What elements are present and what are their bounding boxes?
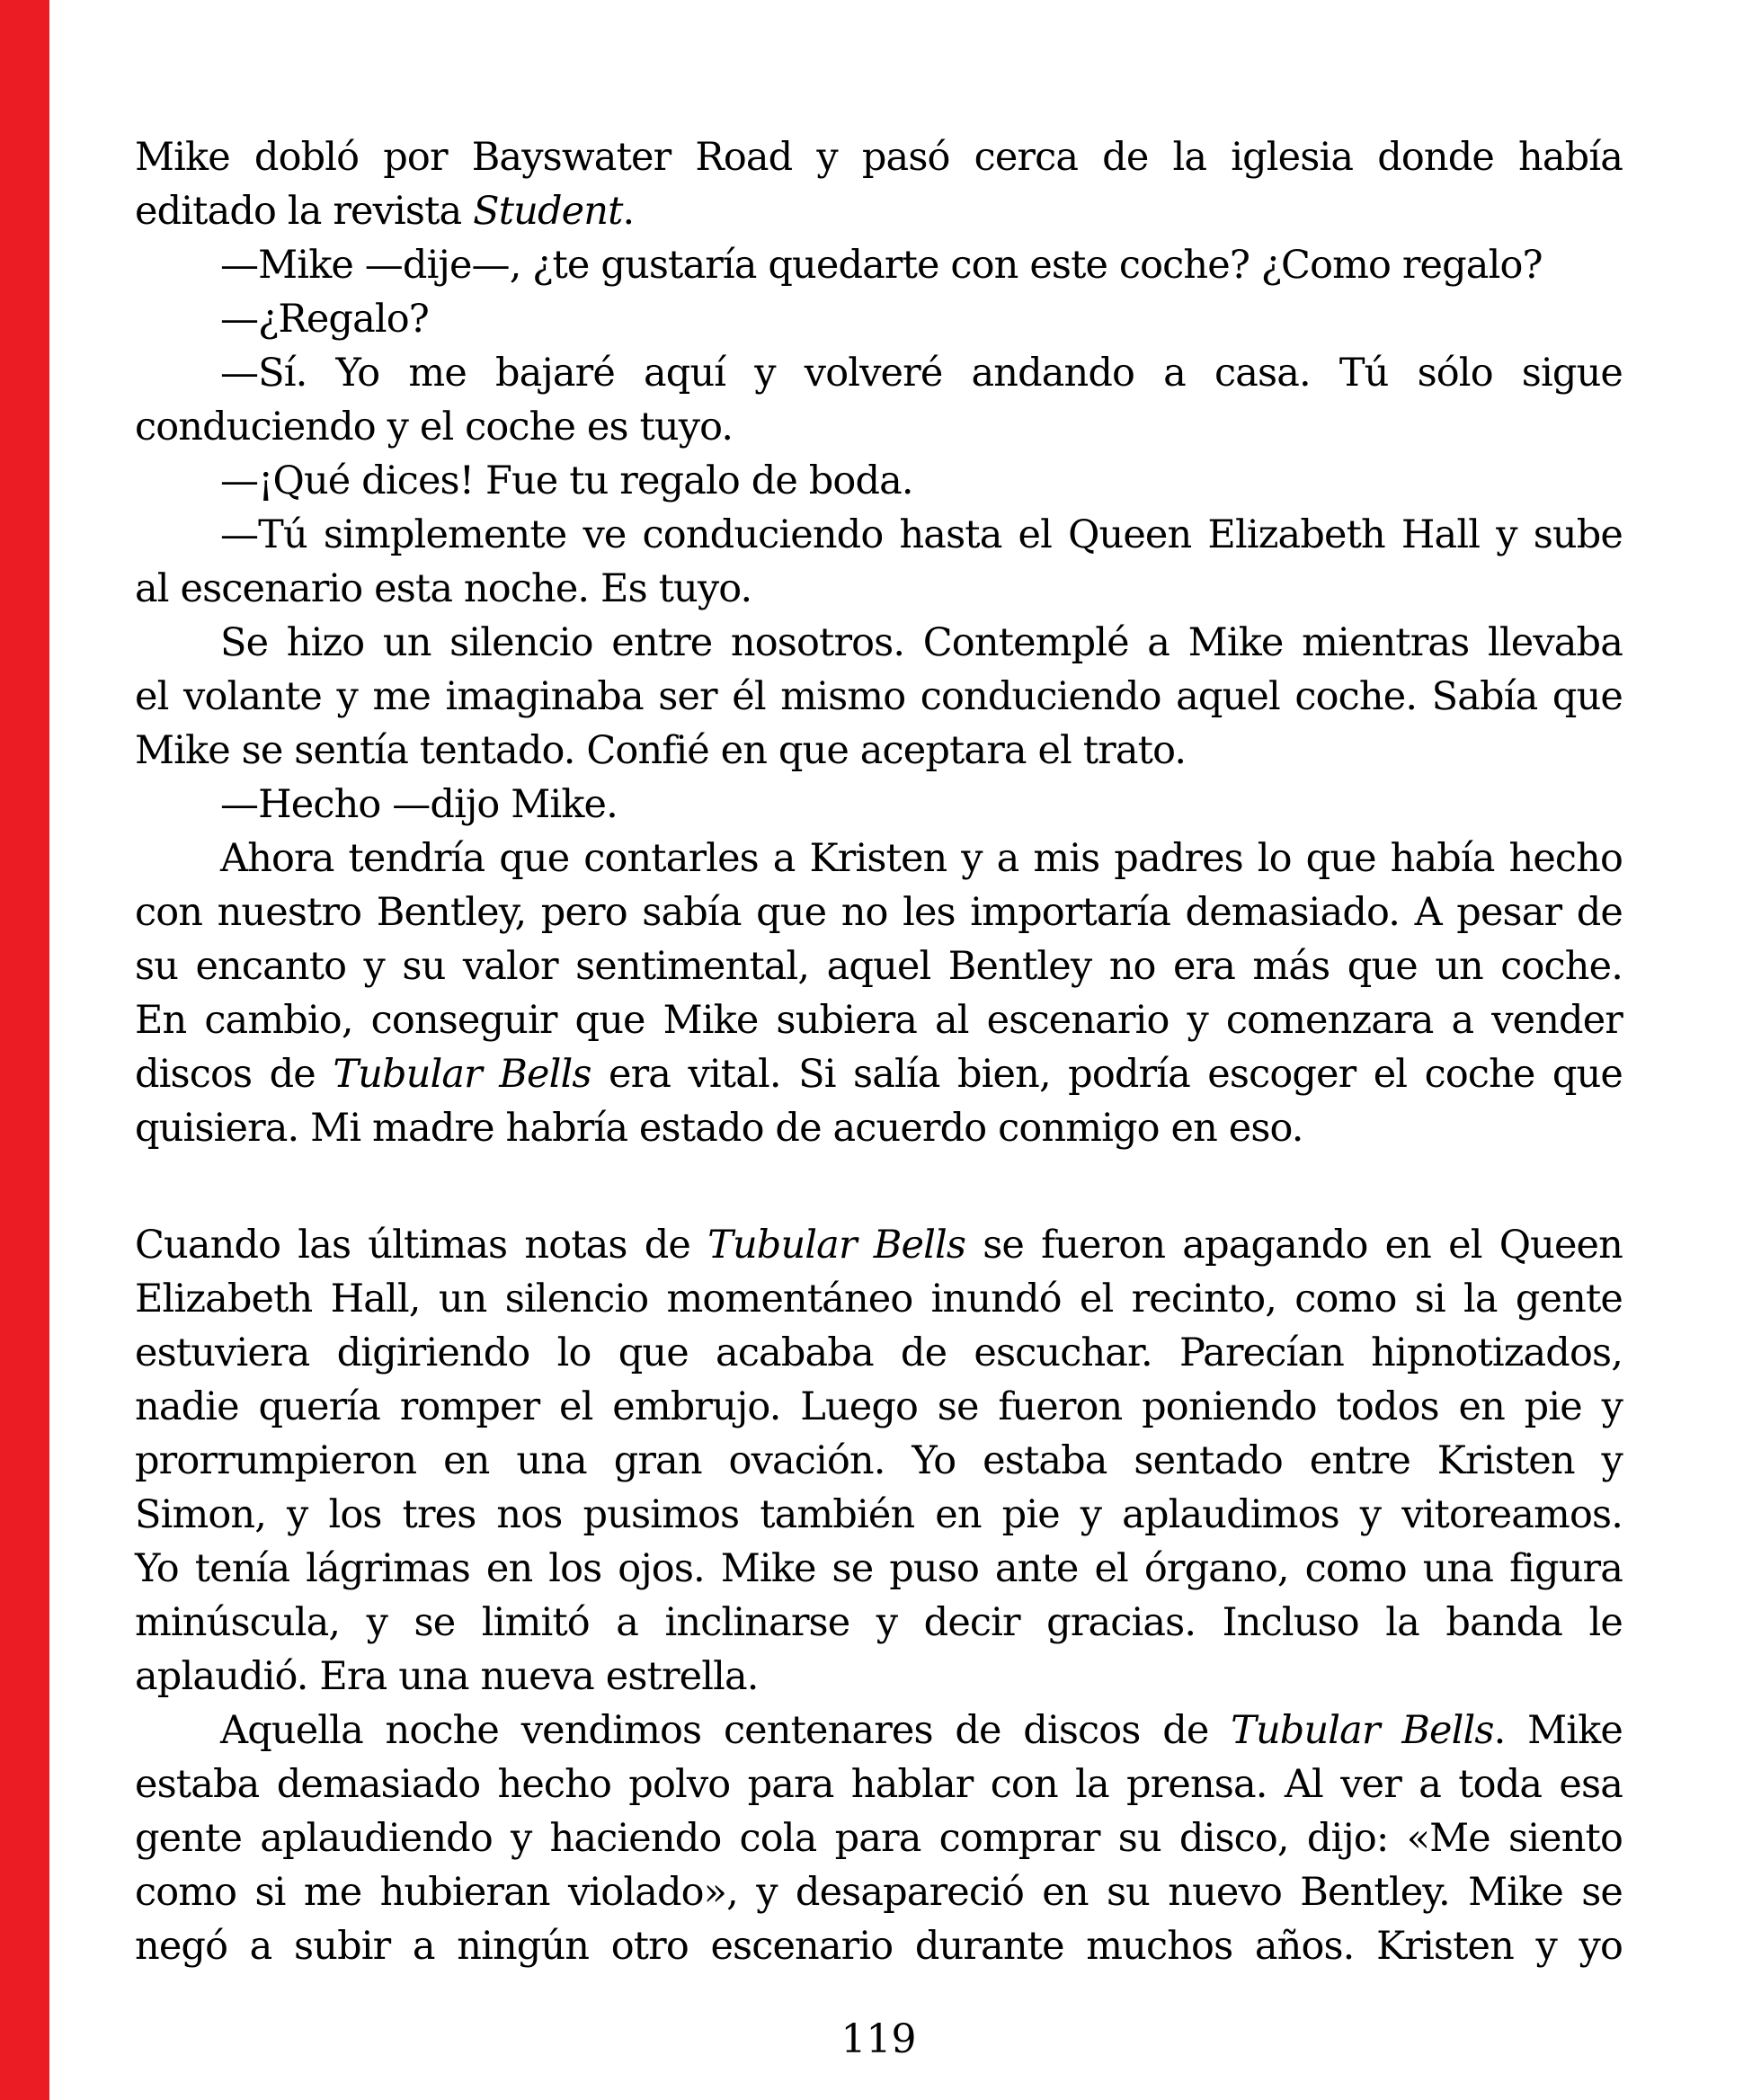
text-segment: Cuando las últimas notas de xyxy=(135,1223,708,1268)
text-segment: discos de xyxy=(135,1052,334,1097)
text-line xyxy=(135,1596,1623,1650)
text-segment: —¿Regalo? xyxy=(220,297,429,342)
text-segment: prorrumpieron en una gran ovación. Yo estaba sentado entre Kristen y xyxy=(135,1438,1623,1483)
page-text xyxy=(135,130,1623,1973)
text-line xyxy=(135,1865,1623,1919)
text-line xyxy=(135,1434,1623,1488)
text-line xyxy=(135,1272,1623,1326)
text-line xyxy=(135,400,1623,454)
text-segment: Yo tenía lágrimas en los ojos. Mike se puso ante el órgano, como una figura xyxy=(135,1546,1623,1591)
paragraph xyxy=(135,616,1623,778)
page-number: 119 xyxy=(840,2016,917,2062)
text-line xyxy=(135,832,1623,885)
text-segment: —Mike —dije—, ¿te gustaría quedarte con este coche? ¿Como regalo? xyxy=(220,243,1543,288)
paragraph xyxy=(135,346,1623,454)
text-line xyxy=(135,778,1623,832)
paragraph xyxy=(135,292,1623,346)
text-line xyxy=(135,1488,1623,1542)
text-line xyxy=(135,1757,1623,1811)
text-segment: En cambio, conseguir que Mike subiera al escenario y comenzara a vender xyxy=(135,998,1623,1043)
text-segment: era vital. Si salía bien, podría escoger el coche que xyxy=(591,1052,1623,1097)
text-line xyxy=(135,130,1623,184)
text-segment: gente aplaudiendo y haciendo cola para comprar su disco, dijo: «Me siento xyxy=(135,1816,1623,1861)
text-segment: Simon, y los tres nos pusimos también en pie y aplaudimos y vitoreamos. xyxy=(135,1492,1623,1537)
text-segment: negó a subir a ningún otro escenario durante muchos años. Kristen y yo xyxy=(135,1924,1623,1969)
text-line xyxy=(135,1542,1623,1596)
paragraph xyxy=(135,778,1623,832)
text-segment: estuviera digiriendo lo que acababa de escuchar. Parecían hipnotizados, xyxy=(135,1330,1623,1375)
italic-text-segment: Tubular Bells xyxy=(707,1223,966,1268)
text-line xyxy=(135,670,1623,724)
italic-text-segment: Tubular Bells xyxy=(1231,1708,1494,1753)
text-segment: como si me hubieran violado», y desapareció en su nuevo Bentley. Mike se xyxy=(135,1870,1623,1915)
text-segment: —Tú simplemente ve conduciendo hasta el Queen Elizabeth Hall y sube xyxy=(220,512,1623,557)
text-segment: —Sí. Yo me bajaré aquí y volveré andando a casa. Tú sólo sigue xyxy=(220,351,1623,396)
text-line xyxy=(135,346,1623,400)
text-segment: aplaudió. Era una nueva estrella. xyxy=(135,1654,759,1699)
text-segment: Mike se sentía tentado. Confié en que aceptara el trato. xyxy=(135,728,1187,773)
paragraph xyxy=(135,1218,1623,1704)
text-segment: al escenario esta noche. Es tuyo. xyxy=(135,566,752,611)
text-line xyxy=(135,1919,1623,1973)
text-line xyxy=(135,1326,1623,1380)
paragraph xyxy=(135,832,1623,1155)
paragraph xyxy=(135,130,1623,238)
text-line xyxy=(135,454,1623,508)
text-segment: su encanto y su valor sentimental, aquel Bentley no era más que un coche. xyxy=(135,944,1623,989)
text-segment: Se hizo un silencio entre nosotros. Contemplé a Mike mientras llevaba xyxy=(220,620,1623,665)
text-line xyxy=(135,616,1623,670)
text-segment: . Mike xyxy=(1493,1708,1623,1753)
text-line xyxy=(135,1811,1623,1865)
text-line xyxy=(135,1650,1623,1704)
paragraph xyxy=(135,238,1623,292)
text-segment: —Hecho —dijo Mike. xyxy=(220,782,618,827)
text-segment: . xyxy=(622,189,635,234)
text-line xyxy=(135,885,1623,939)
text-line xyxy=(135,993,1623,1047)
text-line xyxy=(135,1218,1623,1272)
text-line xyxy=(135,1704,1623,1757)
paragraph xyxy=(135,508,1623,616)
text-segment: quisiera. Mi madre habría estado de acuerdo conmigo en eso. xyxy=(135,1106,1303,1151)
text-segment: con nuestro Bentley, pero sabía que no les importaría demasiado. A pesar de xyxy=(135,890,1623,935)
text-segment: editado la revista xyxy=(135,189,474,234)
text-segment: —¡Qué dices! Fue tu regalo de boda. xyxy=(220,458,913,503)
text-segment: Aquella noche vendimos centenares de discos de xyxy=(220,1708,1232,1753)
text-segment: Mike dobló por Bayswater Road y pasó cerca de la iglesia donde había xyxy=(135,135,1623,180)
text-line xyxy=(135,508,1623,562)
text-line xyxy=(135,184,1623,238)
text-segment: conduciendo y el coche es tuyo. xyxy=(135,405,734,449)
paragraph xyxy=(135,1704,1623,1973)
text-line xyxy=(135,724,1623,778)
text-segment: Ahora tendría que contarles a Kristen y a mis padres lo que había hecho xyxy=(220,836,1623,881)
text-line xyxy=(135,1101,1623,1155)
text-segment: se fueron apagando en el Queen xyxy=(965,1223,1623,1268)
left-edge-red-bar xyxy=(0,0,49,2100)
text-line xyxy=(135,562,1623,616)
paragraph xyxy=(135,454,1623,508)
text-segment: Elizabeth Hall, un silencio momentáneo inundó el recinto, como si la gente xyxy=(135,1277,1623,1321)
text-line xyxy=(135,238,1623,292)
text-line xyxy=(135,939,1623,993)
text-line xyxy=(135,292,1623,346)
text-line xyxy=(135,1047,1623,1101)
text-line xyxy=(135,1380,1623,1434)
text-segment: minúscula, y se limitó a inclinarse y decir gracias. Incluso la banda le xyxy=(135,1600,1623,1645)
text-segment: estaba demasiado hecho polvo para hablar con la prensa. Al ver a toda esa xyxy=(135,1762,1623,1807)
italic-text-segment: Student xyxy=(473,189,623,234)
italic-text-segment: Tubular Bells xyxy=(333,1052,591,1097)
text-segment: el volante y me imaginaba ser él mismo conduciendo aquel coche. Sabía que xyxy=(135,674,1623,719)
text-segment: nadie quería romper el embrujo. Luego se fueron poniendo todos en pie y xyxy=(135,1384,1623,1429)
